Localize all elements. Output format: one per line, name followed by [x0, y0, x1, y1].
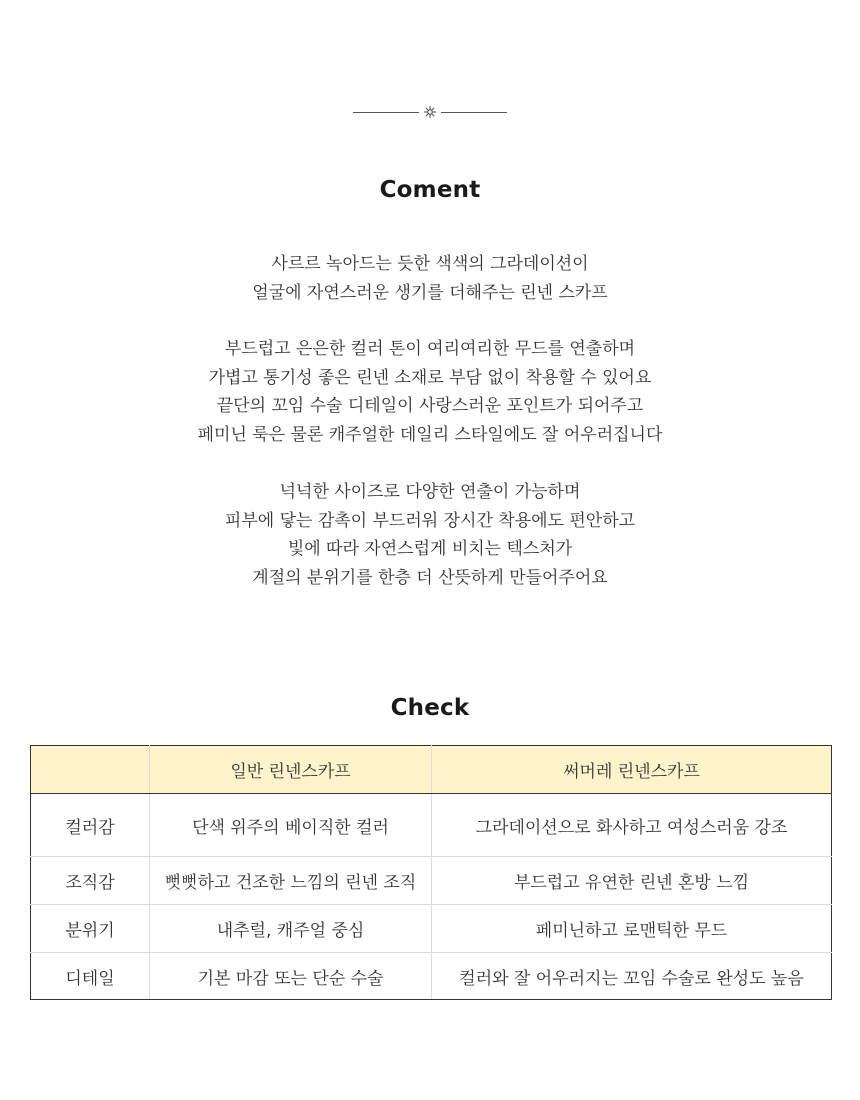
coment-line: 사르르 녹아드는 듯한 색색의 그라데이션이 [271, 254, 589, 274]
row-label: 컬러감 [31, 794, 150, 857]
coment-line: 페미닌 룩은 물론 캐주얼한 데일리 스타일에도 잘 어우러집니다 [197, 424, 663, 445]
header-cell-empty [31, 746, 150, 794]
table-row [31, 857, 832, 905]
check-title: Check [390, 695, 470, 721]
summer-cell: 컬러와 잘 어우러지는 꼬임 수술로 완성도 높음 [432, 953, 832, 1000]
coment-paragraph-2 [0, 335, 860, 449]
coment-line: 계절의 분위기를 한층 더 산뜻하게 만들어주어요 [252, 567, 608, 588]
coment-paragraph-3 [0, 478, 860, 592]
coment-line: 넉넉한 사이즈로 다양한 연출이 가능하며 [279, 482, 581, 502]
coment-line: 끝단의 꼬임 수술 디테일이 사랑스러운 포인트가 되어주고 [216, 396, 644, 416]
section-divider [0, 104, 860, 120]
divider-line-left [353, 112, 419, 113]
summer-cell: 그라데이션으로 화사하고 여성스러움 강조 [432, 794, 832, 857]
table-row [31, 953, 832, 1000]
regular-cell: 내추럴, 캐주얼 중심 [150, 905, 432, 953]
coment-line: 빛에 따라 자연스럽게 비치는 텍스처가 [287, 539, 573, 559]
regular-cell: 뻣뻣하고 건조한 느낌의 린넨 조직 [150, 857, 432, 905]
summer-cell: 부드럽고 유연한 린넨 혼방 느낌 [432, 857, 832, 905]
coment-line: 부드럽고 은은한 컬러 톤이 여리여리한 무드를 연출하며 [224, 339, 636, 359]
header-cell-regular: 일반 린넨스카프 [150, 746, 432, 794]
table-row [31, 905, 832, 953]
sparkle-icon [419, 104, 441, 120]
comparison-table [30, 745, 832, 1000]
coment-title: Coment [379, 177, 481, 203]
divider-line-right [441, 112, 507, 113]
row-label: 조직감 [31, 857, 150, 905]
table-header-row [31, 746, 832, 794]
summer-cell: 페미닌하고 로맨틱한 무드 [432, 905, 832, 953]
coment-line: 가볍고 통기성 좋은 린넨 소재로 부담 없이 착용할 수 있어요 [208, 367, 652, 388]
header-cell-summer: 써머레 린넨스카프 [432, 746, 832, 794]
coment-line: 얼굴에 자연스러운 생기를 더해주는 린넨 스카프 [252, 282, 608, 303]
table-row [31, 794, 832, 857]
row-label: 디테일 [31, 953, 150, 1000]
regular-cell: 기본 마감 또는 단순 수술 [150, 953, 432, 1000]
coment-paragraph-1 [0, 250, 860, 307]
regular-cell: 단색 위주의 베이직한 컬러 [150, 794, 432, 857]
coment-line: 피부에 닿는 감촉이 부드러워 장시간 착용에도 편안하고 [224, 510, 636, 531]
row-label: 분위기 [31, 905, 150, 953]
